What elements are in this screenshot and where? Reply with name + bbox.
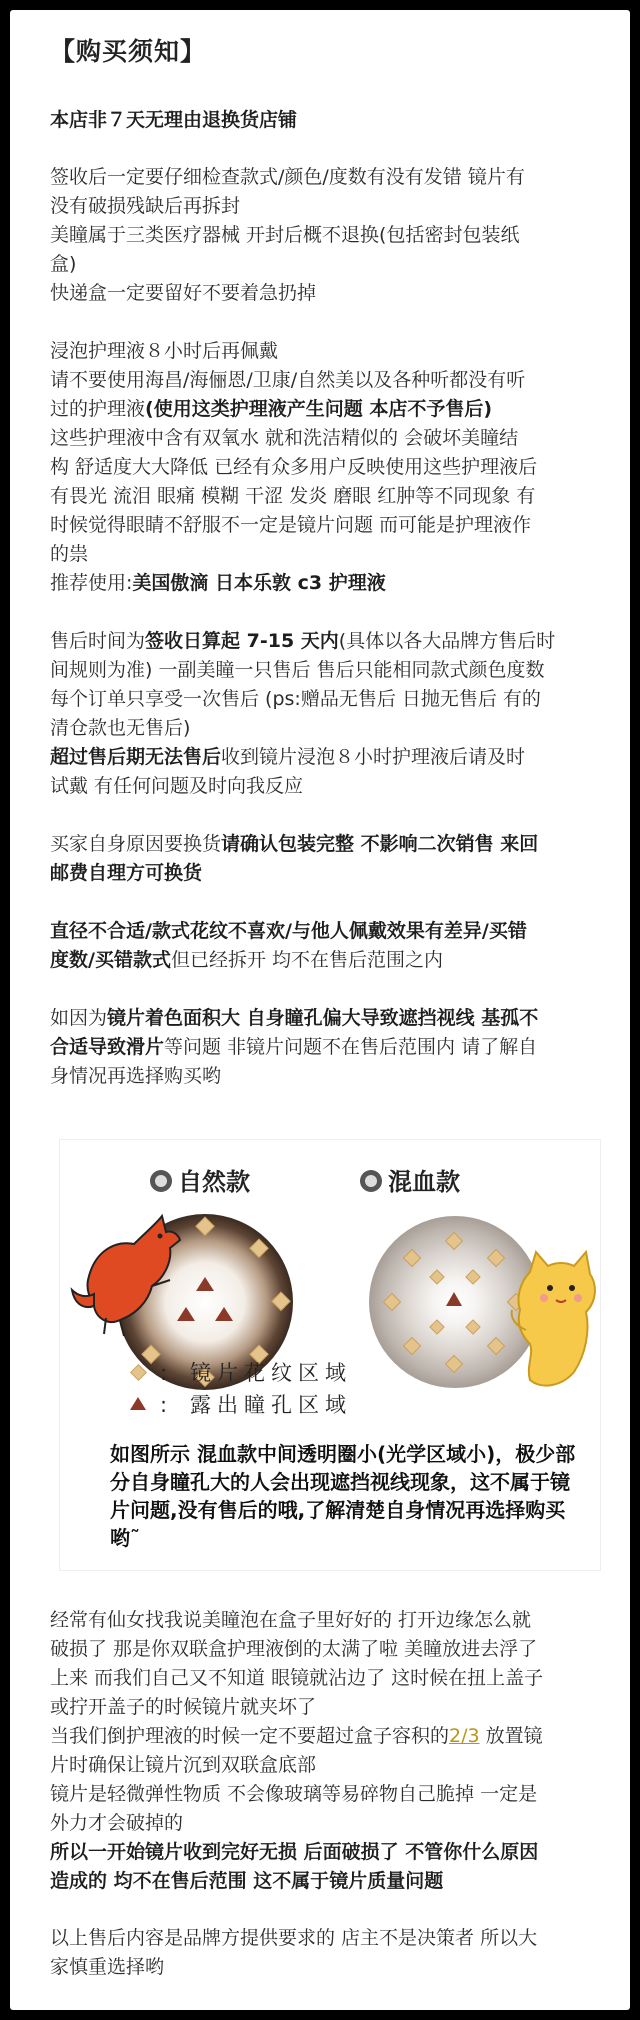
solution-line-1: 浸泡护理液８小时后再佩戴 [50, 340, 279, 362]
aftersale-line-5: 超过售后期无法售后收到镜片浸泡８小时护理液后请及时 [50, 746, 526, 768]
damage-line-8: 外力才会破掉的 [50, 1812, 184, 1834]
damage-line-3: 上来 而我们自己又不知道 眼镜就沾边了 这时候在扭上盖子 [50, 1667, 544, 1689]
pattern-legend-label: 镜片花纹区域 [190, 1361, 352, 1385]
exclusion-line-2: 度数/买错款式但已经拆开 均不在售后范围之内 [50, 949, 443, 971]
check-line-4: 盒) [50, 253, 77, 275]
pupil-legend-swatch [130, 1397, 146, 1410]
solution-line-6: 有畏光 流泪 眼痛 模糊 干涩 发炎 磨眼 红肿等不同现象 有 [50, 485, 536, 507]
mixed-label: 混血款 [388, 1168, 460, 1196]
check-line-3: 美瞳属于三类医疗器械 开封后概不退换(包括密封包装纸 [50, 224, 520, 246]
solution-line-5: 构 舒适度大大降低 已经有众多用户反映使用这些护理液后 [50, 456, 538, 478]
legend [130, 1361, 352, 1417]
natural-label: 自然款 [178, 1168, 250, 1196]
exchange-condition: 请确认包装完整 不影响二次销售 来回 [221, 833, 539, 855]
lens-comparison-diagram [60, 1140, 600, 1570]
closing-line-1: 以上售后内容是品牌方提供要求的 店主不是决策者 所以大 [50, 1927, 538, 1949]
svg-text::: : [160, 1393, 168, 1417]
svg-text::: : [160, 1361, 168, 1385]
damage-line-6: 片时确保让镜片沉到双联盒底部 [50, 1754, 317, 1776]
check-line-5: 快递盒一定要留好不要着急扔掉 [50, 282, 317, 304]
damage-line-9: 所以一开始镜片收到完好无损 后面破损了 不管你什么原因 [50, 1841, 539, 1863]
fit-line-3: 身情况再选择购买哟 [50, 1065, 222, 1087]
aftersale-period: 签收日算起 7-15 天内 [145, 630, 339, 652]
recommended-brands: 美国傲滴 日本乐敦 c3 护理液 [132, 572, 386, 594]
lens-illustration [60, 1140, 600, 1440]
no-return-policy: 本店非７天无理由退换货店铺 [50, 109, 298, 131]
exchange-line-2: 邮费自理方可换货 [50, 862, 203, 884]
solution-line-8: 的祟 [50, 543, 89, 565]
aftersale-line-6: 试戴 有任何问题及时向我反应 [50, 775, 304, 797]
page-title: 【购买须知】 [50, 37, 207, 66]
check-line-1: 签收后一定要仔细检查款式/颜色/度数有没有发错 镜片有 [50, 166, 525, 188]
expired-warning: 超过售后期无法售后 [50, 746, 222, 768]
solution-line-2: 请不要使用海昌/海俪恩/卫康/自然美以及各种听都没有听 [50, 369, 526, 391]
aftersale-line-2: 间规则为准) 一副美瞳一只售后 售后只能相同款式颜色度数 [50, 659, 545, 681]
notice-page [10, 10, 630, 2010]
damage-line-10: 造成的 均不在售后范围 这不属于镜片质量问题 [50, 1870, 444, 1892]
solution-line-3: 过的护理液(使用这类护理液产生问题 本店不予售后) [50, 398, 492, 420]
pattern-legend-swatch [131, 1365, 147, 1381]
mixed-lens [369, 1216, 541, 1388]
aftersale-line-3: 每个订单只享受一次售后 (ps:赠品无售后 日抛无售后 有的 [50, 688, 541, 710]
volume-fraction: 2/3 [449, 1725, 480, 1747]
pupil-legend-label: 露出瞳孔区域 [190, 1393, 352, 1417]
damage-line-2: 破损了 那是你双联盒护理液倒的太满了啦 美瞳放进去浮了 [50, 1638, 538, 1660]
exclusion-line-1: 直径不合适/款式花纹不喜欢/与他人佩戴效果有差异/买错 [50, 920, 527, 942]
fit-line-1: 如因为镜片着色面积大 自身瞳孔偏大导致遮挡视线 基孤不 [50, 1007, 539, 1029]
solution-line-4: 这些护理液中含有双氧水 就和洗洁精似的 会破坏美瞳结 [50, 427, 519, 449]
aftersale-line-1: 售后时间为签收日算起 7-15 天内(具体以各大品牌方售后时 [50, 630, 556, 652]
exchange-line-1: 买家自身原因要换货请确认包装完整 不影响二次销售 来回 [50, 833, 539, 855]
solution-line-7: 时候觉得眼睛不舒服不一定是镜片问题 而可能是护理液作 [50, 514, 532, 536]
fit-issue: 镜片着色面积大 自身瞳孔偏大导致遮挡视线 基孤不 [107, 1007, 539, 1029]
fit-line-2: 合适导致滑片等问题 非镜片问题不在售后范围内 请了解自 [50, 1036, 538, 1058]
damage-line-1: 经常有仙女找我说美瞳泡在盒子里好好的 打开边缘怎么就 [50, 1609, 532, 1631]
recommend-line: 推荐使用:美国傲滴 日本乐敦 c3 护理液 [50, 572, 386, 594]
damage-line-7: 镜片是轻微弹性物质 不会像玻璃等易碎物自己脆掉 一定是 [50, 1783, 538, 1805]
closing-line-2: 家慎重选择哟 [50, 1956, 165, 1978]
diagram-note: 如图所示 混血款中间透明圈小(光学区域小)，极少部分自身瞳孔大的人会出现遮挡视线现象，这不属于镜片问题,没有售后的哦,了解清楚自身情况再选择购买哟˜ [110, 1442, 576, 1550]
damage-line-4: 或拧开盖子的时候镜片就夹坏了 [50, 1696, 317, 1718]
solution-warning: (使用这类护理液产生问题 本店不予售后) [145, 398, 492, 420]
damage-line-5: 当我们倒护理液的时候一定不要超过盒子容积的2/3 放置镜 [50, 1725, 543, 1747]
aftersale-line-4: 清仓款也无售后) [50, 717, 191, 739]
check-line-2: 没有破损残缺后再拆封 [50, 195, 241, 217]
